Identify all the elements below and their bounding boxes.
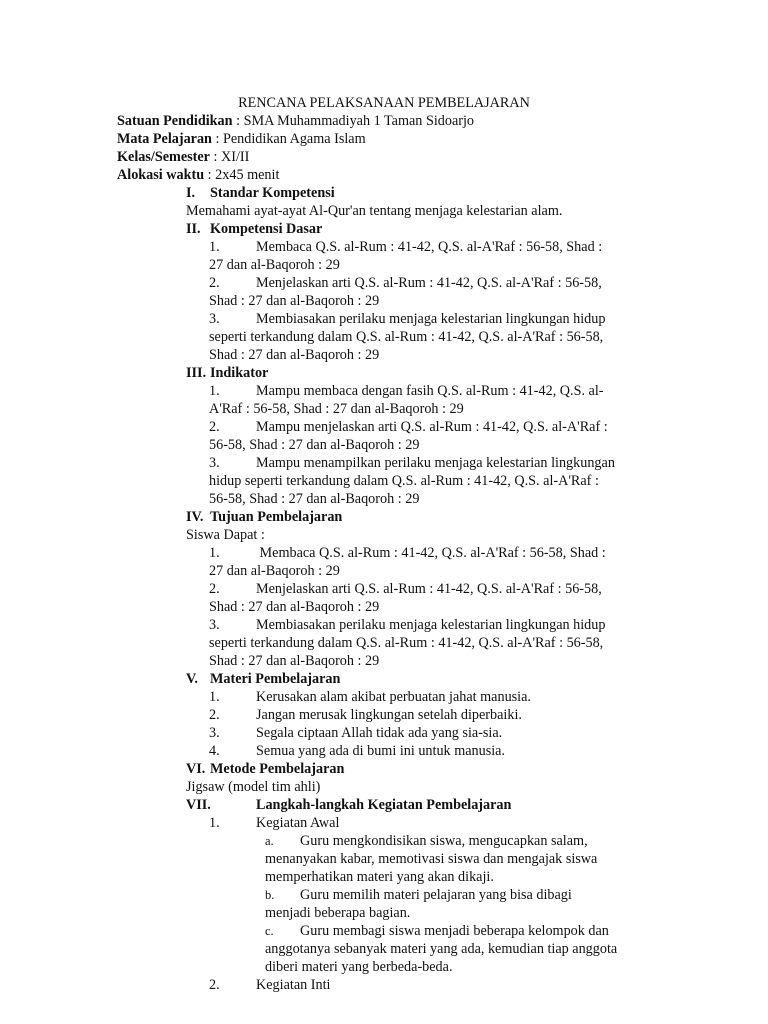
list-item-cont: 56-58, Shad : 27 dan al-Baqoroh : 29 — [209, 437, 420, 453]
meta-mapel-value: : Pendidikan Agama Islam — [211, 131, 366, 147]
item-text: Menjelaskan arti Q.S. al-Rum : 41-42, Q.S. al-A'Raf : 56-58, — [256, 275, 602, 291]
sub-item-letter: b. — [265, 888, 275, 902]
list-item — [209, 706, 649, 724]
item-text: Membaca Q.S. al-Rum : 41-42, Q.S. al-A'Raf : 56-58, Shad : — [256, 545, 606, 561]
sub-item-letter: c. — [265, 924, 274, 938]
item-text: Kegiatan Awal — [256, 815, 340, 831]
section-3-number: III. — [186, 365, 207, 381]
sub-item-letter: a. — [265, 834, 274, 848]
section-4-intro: Siswa Dapat : — [186, 527, 265, 543]
item-text: Kegiatan Inti — [256, 977, 331, 993]
meta-waktu-value: : 2x45 menit — [204, 167, 280, 183]
item-number: 2. — [209, 275, 220, 291]
list-item-cont: Shad : 27 dan al-Baqoroh : 29 — [209, 293, 380, 309]
list-item-cont: Shad : 27 dan al-Baqoroh : 29 — [209, 599, 380, 615]
list-item — [209, 544, 649, 562]
item-number: 1. — [209, 689, 220, 705]
section-7-number: VII. — [186, 797, 211, 813]
list-item-cont: Shad : 27 dan al-Baqoroh : 29 — [209, 347, 380, 363]
item-text: Mampu menampilkan perilaku menjaga kelestarian lingkungan — [256, 455, 615, 471]
sub-item-cont: diberi materi yang berbeda-beda. — [265, 959, 453, 975]
sub-item-cont: menanyakan kabar, memotivasi siswa dan mengajak siswa — [265, 851, 598, 867]
section-2-heading — [186, 220, 656, 238]
list-item — [209, 382, 649, 400]
section-1-number: I. — [186, 185, 196, 201]
item-text: Kerusakan alam akibat perbuatan jahat manusia. — [256, 689, 531, 705]
section-5-title: Materi Pembelajaran — [210, 671, 341, 687]
list-item — [209, 814, 649, 832]
section-2-number: II. — [186, 221, 201, 237]
sub-item-text: Guru memilih materi pelajaran yang bisa dibagi — [300, 887, 572, 903]
item-number: 3. — [209, 617, 220, 633]
meta-mapel — [117, 130, 717, 148]
section-6-number: VI. — [186, 761, 206, 777]
item-number: 1. — [209, 383, 220, 399]
meta-kelas-label: Kelas/Semester — [117, 149, 210, 165]
sub-item-cont: memperhatikan materi yang akan dikaji. — [265, 869, 494, 885]
list-item-cont: seperti terkandung dalam Q.S. al-Rum : 41-42, Q.S. al-A'Raf : 56-58, — [209, 329, 604, 345]
meta-satuan — [117, 112, 717, 130]
list-item-cont: Shad : 27 dan al-Baqoroh : 29 — [209, 653, 380, 669]
list-item — [209, 976, 649, 994]
sub-item-text: Guru mengkondisikan siswa, mengucapkan salam, — [300, 833, 588, 849]
list-item — [209, 310, 649, 328]
meta-mapel-label: Mata Pelajaran — [117, 131, 212, 147]
section-1-text: Memahami ayat-ayat Al-Qur'an tentang menjaga kelestarian alam. — [186, 203, 563, 219]
sub-item — [265, 886, 665, 904]
list-item-cont: seperti terkandung dalam Q.S. al-Rum : 41-42, Q.S. al-A'Raf : 56-58, — [209, 635, 604, 651]
document-title: RENCANA PELAKSANAAN PEMBELAJARAN — [238, 95, 530, 111]
list-item-cont: 27 dan al-Baqoroh : 29 — [209, 563, 340, 579]
item-number: 2. — [209, 419, 220, 435]
meta-satuan-value: : SMA Muhammadiyah 1 Taman Sidoarjo — [232, 113, 475, 129]
section-3-heading — [186, 364, 656, 382]
list-item-cont: A'Raf : 56-58, Shad : 27 dan al-Baqoroh : 29 — [209, 401, 464, 417]
meta-waktu-label: Alokasi waktu — [117, 167, 205, 183]
section-5-heading — [186, 670, 656, 688]
section-7-heading — [186, 796, 656, 814]
item-text: Mampu membaca dengan fasih Q.S. al-Rum : 41-42, Q.S. al- — [256, 383, 604, 399]
list-item — [209, 238, 649, 256]
item-text: Membaca Q.S. al-Rum : 41-42, Q.S. al-A'Raf : 56-58, Shad : — [256, 239, 603, 255]
item-text: Membiasakan perilaku menjaga kelestarian lingkungan hidup — [256, 617, 606, 633]
section-7-title: Langkah-langkah Kegiatan Pembelajaran — [256, 797, 512, 813]
sub-item — [265, 832, 665, 850]
sub-item-cont: anggotanya sebanyak materi yang ada, kemudian tiap anggota — [265, 941, 618, 957]
item-text: Segala ciptaan Allah tidak ada yang sia-sia. — [256, 725, 503, 741]
list-item-cont: hidup seperti terkandung dalam Q.S. al-Rum : 41-42, Q.S. al-A'Raf : — [209, 473, 599, 489]
item-number: 2. — [209, 707, 220, 723]
sub-item-text: Guru membagi siswa menjadi beberapa kelompok dan — [300, 923, 609, 939]
section-4-number: IV. — [186, 509, 204, 525]
section-6-heading — [186, 760, 656, 778]
item-text: Menjelaskan arti Q.S. al-Rum : 41-42, Q.S. al-A'Raf : 56-58, — [256, 581, 602, 597]
list-item — [209, 724, 649, 742]
section-3-title: Indikator — [210, 365, 269, 381]
section-1-title: Standar Kompetensi — [210, 185, 335, 201]
section-4-title: Tujuan Pembelajaran — [210, 509, 343, 525]
list-item — [209, 742, 649, 760]
sub-item-cont: menjadi beberapa bagian. — [265, 905, 411, 921]
item-text: Membiasakan perilaku menjaga kelestarian lingkungan hidup — [256, 311, 606, 327]
list-item-cont: 27 dan al-Baqoroh : 29 — [209, 257, 340, 273]
item-number: 2. — [209, 977, 220, 993]
item-text: Semua yang ada di bumi ini untuk manusia. — [256, 743, 506, 759]
item-number: 3. — [209, 455, 220, 471]
list-item — [209, 454, 649, 472]
meta-waktu — [117, 166, 717, 184]
item-number: 3. — [209, 311, 220, 327]
list-item-cont: 56-58, Shad : 27 dan al-Baqoroh : 29 — [209, 491, 420, 507]
list-item — [209, 274, 649, 292]
item-text: Mampu menjelaskan arti Q.S. al-Rum : 41-42, Q.S. al-A'Raf : — [256, 419, 608, 435]
item-text: Jangan merusak lingkungan setelah diperbaiki. — [256, 707, 522, 723]
section-2-title: Kompetensi Dasar — [210, 221, 323, 237]
item-number: 1. — [209, 545, 220, 561]
section-1-heading — [186, 184, 656, 202]
item-number: 1. — [209, 239, 220, 255]
item-number: 3. — [209, 725, 220, 741]
meta-kelas — [117, 148, 717, 166]
section-6-title: Metode Pembelajaran — [210, 761, 345, 777]
list-item — [209, 580, 649, 598]
list-item — [209, 616, 649, 634]
section-4-heading — [186, 508, 656, 526]
section-5-number: V. — [186, 671, 198, 687]
item-number: 2. — [209, 581, 220, 597]
meta-kelas-value: : XI/II — [209, 149, 250, 165]
section-6-text: Jigsaw (model tim ahli) — [186, 779, 321, 795]
list-item — [209, 418, 649, 436]
list-item — [209, 688, 649, 706]
item-number: 1. — [209, 815, 220, 831]
meta-satuan-label: Satuan Pendidikan — [117, 113, 233, 129]
item-number: 4. — [209, 743, 220, 759]
sub-item — [265, 922, 665, 940]
